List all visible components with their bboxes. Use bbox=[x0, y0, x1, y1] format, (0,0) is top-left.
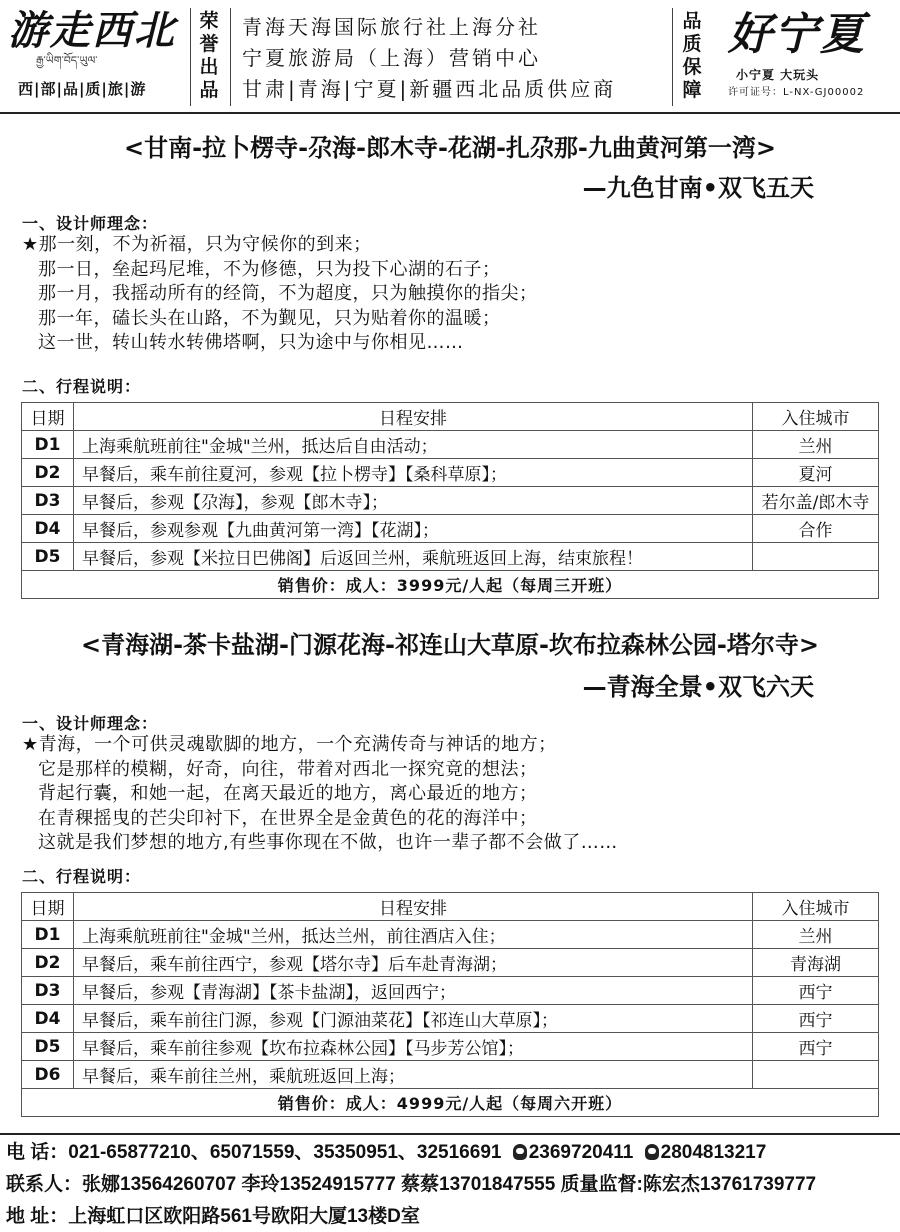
route1-subtitle: —九色甘南•双飞五天 bbox=[582, 174, 814, 202]
logo-left-tibetan: རྒྱ་ཡིག་བོད་ཡུལ་ bbox=[36, 54, 98, 67]
concept-line: ★那一刻，不为祈福，只为守候你的到来； bbox=[22, 234, 372, 255]
day-cell: D5 bbox=[22, 543, 74, 571]
concept-line: ★青海，一个可供灵魂歇脚的地方，一个充满传奇与神话的地方； bbox=[22, 734, 557, 755]
phone-label: 电 话： bbox=[6, 1142, 69, 1163]
concept-line: 这就是我们梦想的地方,有些事你现在不做，也许一辈子都不会做了…… bbox=[38, 832, 618, 853]
header-day: 日期 bbox=[22, 893, 74, 921]
city-cell: 西宁 bbox=[753, 1033, 879, 1061]
schedule-cell: 早餐后，乘车前往参观【坎布拉森林公园】【马步芳公馆】； bbox=[74, 1033, 753, 1061]
route1-title: <甘南-拉卜楞寺-尕海-郎木寺-花湖-扎尕那-九曲黄河第一湾> bbox=[124, 134, 776, 162]
route2-concept-heading: 一、设计师理念： bbox=[22, 714, 159, 733]
logo-hao-ning-xia bbox=[714, 4, 898, 108]
price-row bbox=[22, 1089, 879, 1117]
day-cell: D2 bbox=[22, 459, 74, 487]
schedule-cell: 早餐后，参观【青海湖】【茶卡盐湖】，返回西宁； bbox=[74, 977, 753, 1005]
route1-itinerary-table bbox=[21, 402, 879, 599]
route2-concept bbox=[22, 733, 882, 856]
header-line-1: 青海天海国际旅行社上海分社 bbox=[242, 15, 541, 39]
concept-line: 那一日，垒起玛尼堆，不为修德，只为投下心湖的石子； bbox=[38, 258, 501, 280]
day-cell: D4 bbox=[22, 515, 74, 543]
city-cell: 西宁 bbox=[753, 1005, 879, 1033]
schedule-cell: 上海乘航班前往"金城"兰州，抵达后自由活动； bbox=[74, 431, 753, 459]
route2-title: <青海湖-茶卡盐湖-门源花海-祁连山大草原-坎布拉森林公园-塔尔寺> bbox=[80, 631, 820, 659]
schedule-cell: 早餐后，乘车前往门源，参观【门源油菜花】【祁连山大草原】； bbox=[74, 1005, 753, 1033]
city-cell: 若尔盖/郎木寺 bbox=[753, 487, 879, 515]
logo-left-sub: 西|部|品|质|旅|游 bbox=[18, 80, 147, 98]
logo-you-zou-xi-bei bbox=[8, 8, 188, 108]
table-header-row bbox=[22, 403, 879, 431]
header-city: 入住城市 bbox=[753, 403, 879, 431]
table-row bbox=[22, 515, 879, 543]
qq-number-2: 2804813217 bbox=[660, 1142, 767, 1163]
header-agency-lines bbox=[242, 12, 670, 105]
table-header-row bbox=[22, 893, 879, 921]
schedule-cell: 上海乘航班前往"金城"兰州，抵达兰州，前往酒店入住； bbox=[74, 921, 753, 949]
table-row bbox=[22, 1061, 879, 1089]
table-row bbox=[22, 459, 879, 487]
day-cell: D1 bbox=[22, 921, 74, 949]
day-cell: D2 bbox=[22, 949, 74, 977]
day-cell: D4 bbox=[22, 1005, 74, 1033]
qq-number-1: 2369720411 bbox=[528, 1142, 634, 1163]
qq-penguin-icon bbox=[645, 1144, 659, 1160]
table-row bbox=[22, 431, 879, 459]
day-cell: D1 bbox=[22, 431, 74, 459]
phone-line bbox=[6, 1137, 766, 1164]
route2-itinerary-table bbox=[21, 892, 879, 1117]
qq-penguin-icon bbox=[513, 1144, 527, 1160]
header-day: 日期 bbox=[22, 403, 74, 431]
schedule-cell: 早餐后，乘车前往西宁，参观【塔尔寺】后车赴青海湖； bbox=[74, 949, 753, 977]
day-cell: D6 bbox=[22, 1061, 74, 1089]
city-cell: 合作 bbox=[753, 515, 879, 543]
phone-numbers: 021-65877210、65071559、35350951、32516691 bbox=[68, 1142, 502, 1163]
schedule-cell: 早餐后，乘车前往兰州，乘航班返回上海； bbox=[74, 1061, 753, 1089]
table-row bbox=[22, 1005, 879, 1033]
concept-line: 它是那样的模糊，好奇，向往，带着对西北一探究竟的想法； bbox=[38, 758, 538, 780]
city-cell bbox=[753, 1061, 879, 1089]
concept-line: 这一世，转山转水转佛塔啊，只为途中与你相见…… bbox=[38, 332, 464, 353]
address-label: 地 址： bbox=[6, 1206, 69, 1227]
contacts-line bbox=[6, 1169, 816, 1196]
day-cell: D5 bbox=[22, 1033, 74, 1061]
city-cell: 西宁 bbox=[753, 977, 879, 1005]
city-cell: 兰州 bbox=[753, 431, 879, 459]
table-row bbox=[22, 949, 879, 977]
price-cell: 销售价：成人：4999元/人起（每周六开班） bbox=[22, 1089, 879, 1117]
header-schedule: 日程安排 bbox=[74, 893, 753, 921]
honor-vertical-text: 荣誉出品 bbox=[199, 10, 219, 101]
route1-itinerary-heading: 二、行程说明： bbox=[22, 377, 142, 396]
logo-right-main: 好宁夏 bbox=[728, 9, 866, 60]
route2-itinerary-heading: 二、行程说明： bbox=[22, 867, 142, 886]
schedule-cell: 早餐后，参观【米拉日巴佛阁】后返回兰州，乘航班返回上海，结束旅程！ bbox=[74, 543, 753, 571]
concept-line: 那一年，磕长头在山路，不为觐见，只为贴着你的温暖； bbox=[38, 307, 501, 329]
concept-line: 背起行囊，和她一起，在离天最近的地方，离心最近的地方； bbox=[38, 783, 538, 804]
concept-line: 在青稞摇曳的芒尖印衬下，在世界全是金黄色的花的海洋中； bbox=[38, 807, 538, 829]
header-divider bbox=[230, 8, 231, 106]
address-line bbox=[6, 1201, 420, 1228]
license-number: 许可证号：L-NX-GJ00002 bbox=[728, 87, 865, 98]
route2-subtitle: —青海全景•双飞六天 bbox=[582, 673, 814, 701]
header-divider bbox=[672, 8, 673, 106]
route1-concept bbox=[22, 233, 882, 356]
contacts-list: 张娜13564260707 李玲13524915777 蔡蔡13701847555 质量监督:陈宏杰13761739777 bbox=[82, 1174, 817, 1195]
header-line-3: 甘肃|青海|宁夏|新疆西北品质供应商 bbox=[242, 77, 617, 101]
route1-concept-heading: 一、设计师理念： bbox=[22, 214, 159, 233]
city-cell: 夏河 bbox=[753, 459, 879, 487]
city-cell: 兰州 bbox=[753, 921, 879, 949]
logo-right-slogan: 小宁夏 大玩头 bbox=[736, 68, 820, 82]
header-city: 入住城市 bbox=[753, 893, 879, 921]
table-row bbox=[22, 921, 879, 949]
concept-line: 那一月，我摇动所有的经筒，不为超度，只为触摸你的指尖； bbox=[38, 283, 538, 304]
price-row bbox=[22, 571, 879, 599]
address-text: 上海虹口区欧阳路561号欧阳大厦13楼D室 bbox=[68, 1206, 420, 1227]
header-line-2: 宁夏旅游局（上海）营销中心 bbox=[242, 46, 541, 70]
city-cell bbox=[753, 543, 879, 571]
day-cell: D3 bbox=[22, 977, 74, 1005]
schedule-cell: 早餐后，参观参观【九曲黄河第一湾】【花湖】； bbox=[74, 515, 753, 543]
contacts-label: 联系人： bbox=[6, 1174, 83, 1195]
header-schedule: 日程安排 bbox=[74, 403, 753, 431]
header-banner bbox=[0, 0, 900, 114]
city-cell: 青海湖 bbox=[753, 949, 879, 977]
table-row bbox=[22, 977, 879, 1005]
price-cell: 销售价：成人：3999元/人起（每周三开班） bbox=[22, 571, 879, 599]
logo-left-main: 游走西北 bbox=[8, 7, 176, 54]
header-divider bbox=[190, 8, 191, 106]
contact-footer bbox=[0, 1133, 900, 1232]
table-row bbox=[22, 543, 879, 571]
day-cell: D3 bbox=[22, 487, 74, 515]
schedule-cell: 早餐后，乘车前往夏河，参观【拉卜楞寺】【桑科草原】； bbox=[74, 459, 753, 487]
table-row bbox=[22, 1033, 879, 1061]
quality-vertical-text: 品质保障 bbox=[682, 10, 702, 101]
schedule-cell: 早餐后，参观【尕海】，参观【郎木寺】； bbox=[74, 487, 753, 515]
table-row bbox=[22, 487, 879, 515]
